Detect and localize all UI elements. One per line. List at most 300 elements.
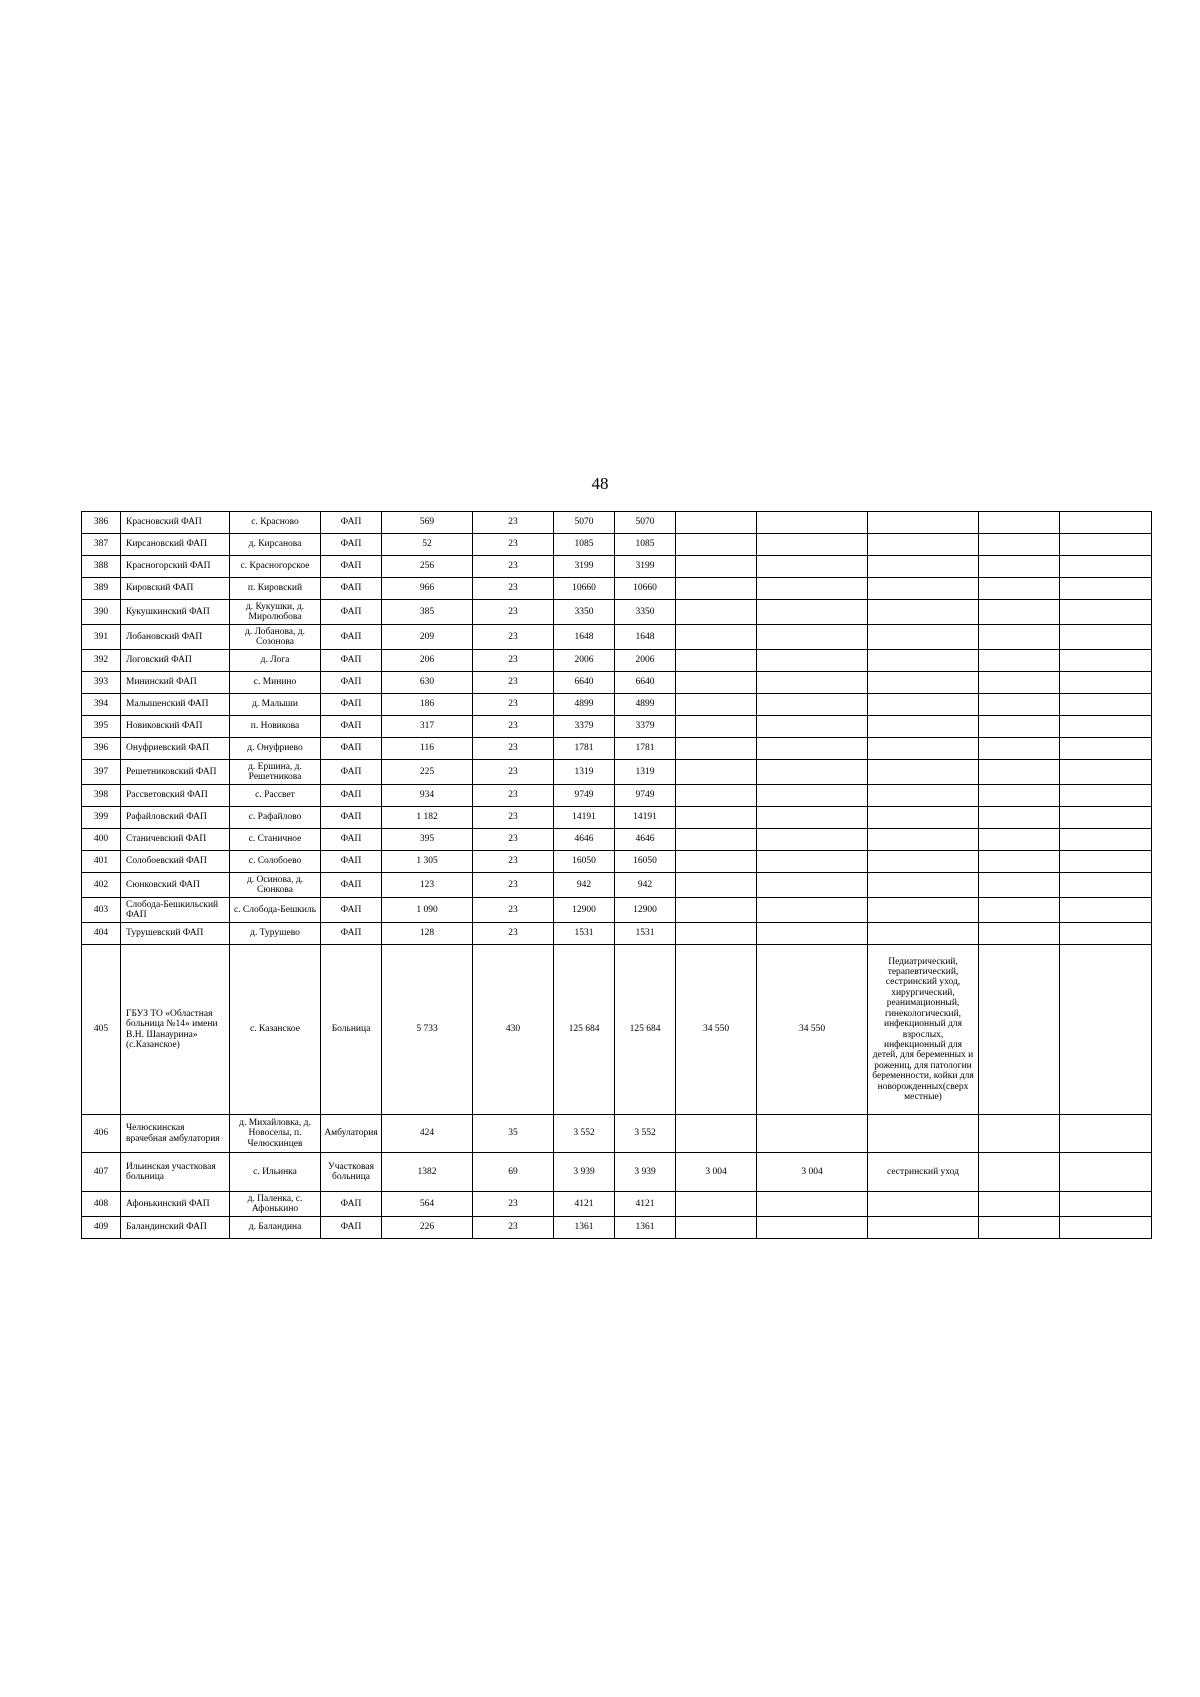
cell-col-8: 4646: [615, 829, 676, 851]
cell-col-12: [979, 807, 1060, 829]
cell-col-13: [1060, 923, 1152, 945]
cell-services: сестринский уход: [868, 1153, 979, 1192]
cell-services: [868, 672, 979, 694]
cell-name: Баландинский ФАП: [121, 1217, 230, 1239]
cell-col-6: 23: [473, 760, 554, 785]
cell-type: ФАП: [321, 694, 382, 716]
cell-services: [868, 1192, 979, 1217]
cell-col-12: [979, 556, 1060, 578]
cell-number: 387: [82, 534, 121, 556]
cell-col-5: 123: [382, 873, 473, 898]
cell-name: Новиковский ФАП: [121, 716, 230, 738]
cell-col-8: 125 684: [615, 945, 676, 1115]
cell-col-8: 16050: [615, 851, 676, 873]
cell-col-6: 23: [473, 512, 554, 534]
cell-locality: с. Ильинка: [230, 1153, 321, 1192]
cell-name: Рафайловский ФАП: [121, 807, 230, 829]
cell-col-12: [979, 829, 1060, 851]
cell-col-10: [757, 1115, 868, 1153]
cell-services: [868, 851, 979, 873]
cell-col-5: 209: [382, 625, 473, 650]
cell-locality: д. Кукушки, д. Миролюбова: [230, 600, 321, 625]
cell-col-5: 116: [382, 738, 473, 760]
cell-col-5: 186: [382, 694, 473, 716]
cell-col-10: [757, 923, 868, 945]
cell-col-7: 16050: [554, 851, 615, 873]
table-row: [82, 716, 1152, 738]
cell-col-6: 23: [473, 807, 554, 829]
table-row: [82, 760, 1152, 785]
cell-number: 402: [82, 873, 121, 898]
cell-number: 404: [82, 923, 121, 945]
cell-number: 393: [82, 672, 121, 694]
cell-col-7: 125 684: [554, 945, 615, 1115]
cell-services: [868, 873, 979, 898]
cell-col-12: [979, 672, 1060, 694]
table-row: [82, 625, 1152, 650]
cell-col-10: [757, 556, 868, 578]
cell-col-12: [979, 625, 1060, 650]
cell-locality: д. Ершина, д. Решетникова: [230, 760, 321, 785]
cell-col-13: [1060, 716, 1152, 738]
cell-col-7: 1085: [554, 534, 615, 556]
cell-col-12: [979, 716, 1060, 738]
cell-col-5: 564: [382, 1192, 473, 1217]
cell-col-8: 3379: [615, 716, 676, 738]
cell-col-13: [1060, 672, 1152, 694]
cell-services: [868, 512, 979, 534]
cell-name: Красногорский ФАП: [121, 556, 230, 578]
cell-type: ФАП: [321, 1192, 382, 1217]
cell-type: Больница: [321, 945, 382, 1115]
cell-col-5: 1382: [382, 1153, 473, 1192]
cell-col-13: [1060, 650, 1152, 672]
cell-col-8: 1531: [615, 923, 676, 945]
cell-col-5: 256: [382, 556, 473, 578]
cell-col-10: 3 004: [757, 1153, 868, 1192]
cell-col-5: 52: [382, 534, 473, 556]
cell-name: Рассветовский ФАП: [121, 785, 230, 807]
cell-col-7: 4899: [554, 694, 615, 716]
cell-col-6: 23: [473, 873, 554, 898]
cell-col-9: [676, 738, 757, 760]
cell-locality: с. Солобоево: [230, 851, 321, 873]
cell-locality: п. Кировский: [230, 578, 321, 600]
cell-col-13: [1060, 945, 1152, 1115]
cell-col-12: [979, 873, 1060, 898]
cell-col-6: 23: [473, 650, 554, 672]
cell-col-13: [1060, 829, 1152, 851]
cell-type: ФАП: [321, 738, 382, 760]
cell-services: [868, 1115, 979, 1153]
cell-services: [868, 738, 979, 760]
cell-col-8: 3199: [615, 556, 676, 578]
cell-col-12: [979, 578, 1060, 600]
cell-col-7: 4646: [554, 829, 615, 851]
cell-number: 401: [82, 851, 121, 873]
cell-col-8: 3350: [615, 600, 676, 625]
cell-col-7: 3379: [554, 716, 615, 738]
cell-col-9: 3 004: [676, 1153, 757, 1192]
cell-col-5: 225: [382, 760, 473, 785]
cell-number: 403: [82, 898, 121, 923]
cell-type: ФАП: [321, 923, 382, 945]
cell-col-9: [676, 923, 757, 945]
cell-col-6: 23: [473, 578, 554, 600]
cell-col-12: [979, 1115, 1060, 1153]
cell-col-10: [757, 716, 868, 738]
cell-name: Красновский ФАП: [121, 512, 230, 534]
cell-col-9: [676, 829, 757, 851]
cell-col-8: 4899: [615, 694, 676, 716]
cell-name: Кукушкинский ФАП: [121, 600, 230, 625]
cell-col-5: 226: [382, 1217, 473, 1239]
table-row: [82, 923, 1152, 945]
cell-col-8: 14191: [615, 807, 676, 829]
cell-col-10: [757, 1217, 868, 1239]
cell-type: ФАП: [321, 898, 382, 923]
cell-locality: д. Баландина: [230, 1217, 321, 1239]
cell-type: ФАП: [321, 556, 382, 578]
cell-col-9: [676, 716, 757, 738]
cell-services: [868, 923, 979, 945]
cell-col-9: [676, 534, 757, 556]
cell-col-9: [676, 807, 757, 829]
cell-name: Слобода-Бешкильский ФАП: [121, 898, 230, 923]
cell-col-5: 5 733: [382, 945, 473, 1115]
cell-col-13: [1060, 898, 1152, 923]
cell-name: Сюнковский ФАП: [121, 873, 230, 898]
cell-col-12: [979, 851, 1060, 873]
cell-services: [868, 556, 979, 578]
cell-number: 390: [82, 600, 121, 625]
cell-col-12: [979, 534, 1060, 556]
cell-col-10: [757, 738, 868, 760]
cell-col-6: 23: [473, 829, 554, 851]
table-row: [82, 534, 1152, 556]
cell-col-10: [757, 694, 868, 716]
page-number: 48: [591, 474, 609, 493]
cell-col-8: 1085: [615, 534, 676, 556]
cell-name: Челюскинская врачебная амбулатория: [121, 1115, 230, 1153]
cell-col-9: [676, 873, 757, 898]
cell-col-10: 34 550: [757, 945, 868, 1115]
table-row: [82, 650, 1152, 672]
cell-locality: с. Казанское: [230, 945, 321, 1115]
cell-col-7: 942: [554, 873, 615, 898]
cell-services: [868, 807, 979, 829]
cell-col-13: [1060, 873, 1152, 898]
cell-col-9: [676, 600, 757, 625]
cell-number: 394: [82, 694, 121, 716]
table-row: [82, 829, 1152, 851]
cell-col-10: [757, 512, 868, 534]
cell-col-13: [1060, 1153, 1152, 1192]
cell-col-8: 9749: [615, 785, 676, 807]
cell-name: Малышенский ФАП: [121, 694, 230, 716]
cell-services: [868, 694, 979, 716]
table-row: [82, 672, 1152, 694]
table-row: [82, 851, 1152, 873]
cell-col-10: [757, 873, 868, 898]
cell-name: Турушевский ФАП: [121, 923, 230, 945]
table-row: [82, 578, 1152, 600]
cell-col-12: [979, 650, 1060, 672]
cell-locality: д. Осинова, д. Сюнкова: [230, 873, 321, 898]
cell-col-8: 3 939: [615, 1153, 676, 1192]
cell-number: 397: [82, 760, 121, 785]
cell-locality: п. Новикова: [230, 716, 321, 738]
cell-col-9: [676, 694, 757, 716]
cell-col-10: [757, 600, 868, 625]
cell-col-6: 23: [473, 1217, 554, 1239]
cell-number: 407: [82, 1153, 121, 1192]
cell-col-5: 630: [382, 672, 473, 694]
cell-locality: с. Станичное: [230, 829, 321, 851]
cell-name: Логовский ФАП: [121, 650, 230, 672]
cell-number: 409: [82, 1217, 121, 1239]
cell-col-5: 424: [382, 1115, 473, 1153]
cell-col-7: 1361: [554, 1217, 615, 1239]
cell-col-10: [757, 625, 868, 650]
cell-col-13: [1060, 556, 1152, 578]
cell-name: Солобоевский ФАП: [121, 851, 230, 873]
cell-number: 406: [82, 1115, 121, 1153]
cell-col-10: [757, 785, 868, 807]
cell-col-13: [1060, 807, 1152, 829]
cell-name: Решетниковский ФАП: [121, 760, 230, 785]
cell-type: ФАП: [321, 600, 382, 625]
cell-type: ФАП: [321, 1217, 382, 1239]
cell-number: 399: [82, 807, 121, 829]
cell-name: Кировский ФАП: [121, 578, 230, 600]
cell-name: Станичевский ФАП: [121, 829, 230, 851]
cell-col-9: [676, 556, 757, 578]
cell-name: Лобановский ФАП: [121, 625, 230, 650]
cell-col-5: 385: [382, 600, 473, 625]
cell-number: 400: [82, 829, 121, 851]
cell-locality: с. Слобода-Бешкиль: [230, 898, 321, 923]
cell-locality: д. Кирсанова: [230, 534, 321, 556]
cell-col-8: 6640: [615, 672, 676, 694]
cell-services: [868, 1217, 979, 1239]
table-row: [82, 898, 1152, 923]
table-row: [82, 694, 1152, 716]
cell-col-9: [676, 1115, 757, 1153]
cell-col-9: [676, 785, 757, 807]
table-row: [82, 873, 1152, 898]
cell-col-7: 1531: [554, 923, 615, 945]
table-row: [82, 1217, 1152, 1239]
cell-col-5: 934: [382, 785, 473, 807]
cell-col-9: [676, 898, 757, 923]
cell-col-10: [757, 829, 868, 851]
cell-col-13: [1060, 578, 1152, 600]
cell-col-9: [676, 1217, 757, 1239]
cell-col-12: [979, 694, 1060, 716]
cell-col-6: 23: [473, 694, 554, 716]
cell-col-8: 942: [615, 873, 676, 898]
cell-number: 388: [82, 556, 121, 578]
cell-col-8: 1648: [615, 625, 676, 650]
cell-col-10: [757, 672, 868, 694]
cell-col-10: [757, 578, 868, 600]
cell-locality: д. Лобанова, д. Созонова: [230, 625, 321, 650]
cell-number: 386: [82, 512, 121, 534]
cell-type: ФАП: [321, 578, 382, 600]
cell-col-12: [979, 1217, 1060, 1239]
cell-col-8: 2006: [615, 650, 676, 672]
cell-col-10: [757, 760, 868, 785]
cell-col-5: 317: [382, 716, 473, 738]
cell-col-6: 23: [473, 534, 554, 556]
cell-col-9: [676, 625, 757, 650]
cell-number: 398: [82, 785, 121, 807]
cell-col-5: 1 305: [382, 851, 473, 873]
cell-col-8: 1361: [615, 1217, 676, 1239]
cell-services: Педиатрический, терапевтический, сестринский уход, хирургический, реанимационный, гинекологический, инфекционный для взрослых, инфекционный для детей, для беременных и рожениц, для патологии беременности, койки для новорожденных(сверх местные): [868, 945, 979, 1115]
cell-locality: д. Паленка, с. Афонькино: [230, 1192, 321, 1217]
cell-locality: д. Михайловка, д. Новоселы, п. Челюскинцев: [230, 1115, 321, 1153]
cell-col-7: 6640: [554, 672, 615, 694]
table-row: [82, 512, 1152, 534]
cell-col-7: 14191: [554, 807, 615, 829]
cell-col-9: [676, 672, 757, 694]
cell-col-13: [1060, 1192, 1152, 1217]
cell-type: ФАП: [321, 851, 382, 873]
cell-locality: с. Красново: [230, 512, 321, 534]
cell-services: [868, 650, 979, 672]
cell-col-6: 23: [473, 625, 554, 650]
cell-col-6: 35: [473, 1115, 554, 1153]
cell-col-6: 23: [473, 716, 554, 738]
cell-type: ФАП: [321, 807, 382, 829]
cell-col-9: [676, 1192, 757, 1217]
cell-col-7: 1648: [554, 625, 615, 650]
cell-col-6: 23: [473, 556, 554, 578]
cell-col-6: 23: [473, 672, 554, 694]
cell-col-6: 23: [473, 851, 554, 873]
cell-name: Афонькинский ФАП: [121, 1192, 230, 1217]
cell-name: ГБУЗ ТО «Областная больница №14» имени В.Н. Шанаурина» (с.Казанское): [121, 945, 230, 1115]
cell-col-7: 2006: [554, 650, 615, 672]
cell-locality: с. Минино: [230, 672, 321, 694]
cell-col-7: 3350: [554, 600, 615, 625]
cell-locality: с. Рафайлово: [230, 807, 321, 829]
cell-col-9: [676, 578, 757, 600]
cell-col-12: [979, 898, 1060, 923]
cell-col-12: [979, 738, 1060, 760]
cell-services: [868, 785, 979, 807]
cell-col-7: 3 552: [554, 1115, 615, 1153]
cell-col-12: [979, 1153, 1060, 1192]
cell-services: [868, 898, 979, 923]
cell-col-8: 4121: [615, 1192, 676, 1217]
cell-col-6: 23: [473, 600, 554, 625]
cell-type: ФАП: [321, 760, 382, 785]
cell-col-10: [757, 650, 868, 672]
cell-type: ФАП: [321, 534, 382, 556]
cell-col-5: 1 090: [382, 898, 473, 923]
cell-col-8: 10660: [615, 578, 676, 600]
cell-type: ФАП: [321, 672, 382, 694]
cell-number: 389: [82, 578, 121, 600]
cell-type: ФАП: [321, 625, 382, 650]
cell-type: ФАП: [321, 873, 382, 898]
cell-col-13: [1060, 1217, 1152, 1239]
cell-services: [868, 829, 979, 851]
cell-locality: с. Красногорское: [230, 556, 321, 578]
cell-col-8: 3 552: [615, 1115, 676, 1153]
cell-col-7: 1781: [554, 738, 615, 760]
cell-col-10: [757, 898, 868, 923]
cell-number: 405: [82, 945, 121, 1115]
cell-services: [868, 600, 979, 625]
cell-col-9: [676, 650, 757, 672]
cell-col-12: [979, 600, 1060, 625]
cell-name: Онуфриевский ФАП: [121, 738, 230, 760]
cell-number: 396: [82, 738, 121, 760]
cell-col-9: [676, 851, 757, 873]
cell-type: ФАП: [321, 650, 382, 672]
cell-col-13: [1060, 625, 1152, 650]
cell-col-6: 23: [473, 738, 554, 760]
cell-services: [868, 625, 979, 650]
cell-col-8: 1319: [615, 760, 676, 785]
cell-col-13: [1060, 512, 1152, 534]
cell-col-9: [676, 512, 757, 534]
cell-locality: д. Лога: [230, 650, 321, 672]
cell-col-13: [1060, 851, 1152, 873]
cell-col-7: 4121: [554, 1192, 615, 1217]
cell-col-7: 9749: [554, 785, 615, 807]
cell-services: [868, 578, 979, 600]
cell-col-12: [979, 760, 1060, 785]
cell-col-13: [1060, 785, 1152, 807]
cell-services: [868, 716, 979, 738]
cell-number: 408: [82, 1192, 121, 1217]
table-row: [82, 556, 1152, 578]
cell-col-8: 12900: [615, 898, 676, 923]
cell-col-5: 966: [382, 578, 473, 600]
cell-locality: с. Рассвет: [230, 785, 321, 807]
table-row: [82, 1192, 1152, 1217]
table-row: [82, 807, 1152, 829]
cell-col-12: [979, 945, 1060, 1115]
cell-number: 392: [82, 650, 121, 672]
cell-col-6: 23: [473, 1192, 554, 1217]
cell-col-12: [979, 785, 1060, 807]
cell-type: ФАП: [321, 512, 382, 534]
cell-col-6: 23: [473, 785, 554, 807]
table-row: [82, 738, 1152, 760]
table-body: [82, 512, 1152, 1239]
cell-name: Мининский ФАП: [121, 672, 230, 694]
cell-col-5: 569: [382, 512, 473, 534]
cell-locality: д. Малыши: [230, 694, 321, 716]
cell-col-8: 5070: [615, 512, 676, 534]
cell-col-9: 34 550: [676, 945, 757, 1115]
cell-col-10: [757, 807, 868, 829]
cell-col-10: [757, 1192, 868, 1217]
cell-number: 391: [82, 625, 121, 650]
cell-type: ФАП: [321, 829, 382, 851]
cell-col-7: 12900: [554, 898, 615, 923]
table-row: [82, 785, 1152, 807]
cell-number: 395: [82, 716, 121, 738]
cell-locality: д. Турушево: [230, 923, 321, 945]
cell-locality: д. Онуфриево: [230, 738, 321, 760]
